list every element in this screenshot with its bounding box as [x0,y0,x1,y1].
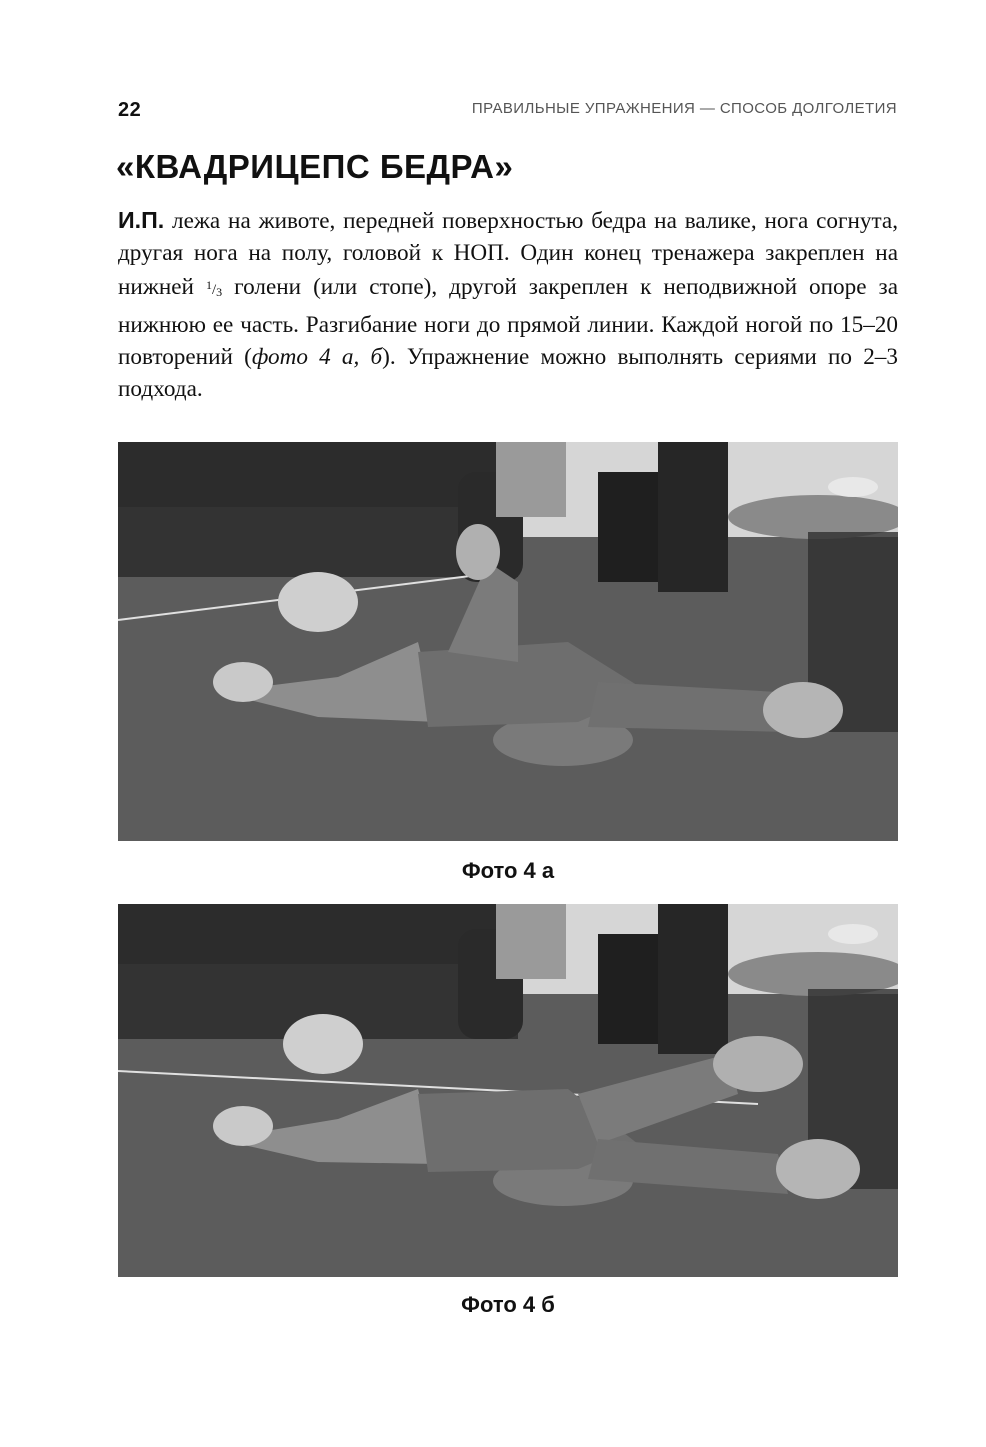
sneaker-floor [776,1139,860,1199]
fraction-numerator: 1 [205,278,212,293]
exercise-photo-a [118,442,898,841]
sneaker-floor [763,682,843,738]
chair-back [658,904,728,1054]
photo-b-illustration [118,904,898,1277]
chair [598,472,658,582]
person-arm [213,662,273,702]
page-number: 22 [118,99,142,121]
description-text-2: голени (или стопе), другой закреплен к неподвижной опоре за нижнюю ее часть. Разгибание ноги до прямой линии. Каждой ногой по 15–20 повторений ( [118,274,898,370]
photo-reference: фото 4 а, б [251,343,383,370]
chair [598,934,658,1044]
person-head [283,1014,363,1074]
fraction-denominator: 3 [216,285,223,300]
person-arm [213,1106,273,1146]
cabinet [496,442,566,517]
photo-caption-a: Фото 4 а [461,858,555,883]
section-title: «КВАДРИЦЕПС БЕДРА» [116,148,514,185]
photo-caption-b: Фото 4 б [461,1292,555,1317]
photo-a-illustration [118,442,898,841]
description-text-3: ). Упражнение можно выполнять сериями по 2–3 подхода. [118,343,898,403]
sneaker-raised [713,1036,803,1092]
starting-position-label: И.П. [118,207,165,233]
description-text-1: лежа на животе, передней поверхностью бедра на валике, нога согнута, другая нога на полу, головой к НОП. Один конец тренажера закреплен на нижней [118,208,898,301]
exercise-photo-b [118,904,898,1277]
vase [828,477,878,497]
running-head: ПРАВИЛЬНЫЕ УПРАЖНЕНИЯ — СПОСОБ ДОЛГОЛЕТИЯ [471,100,897,117]
person-head [278,572,358,632]
cabinet [496,904,566,979]
exercise-description [118,204,898,405]
fraction-one-third: $^1/_3$ [205,278,223,300]
vase [828,924,878,944]
sneaker-raised [456,524,500,580]
chair-back [658,442,728,592]
